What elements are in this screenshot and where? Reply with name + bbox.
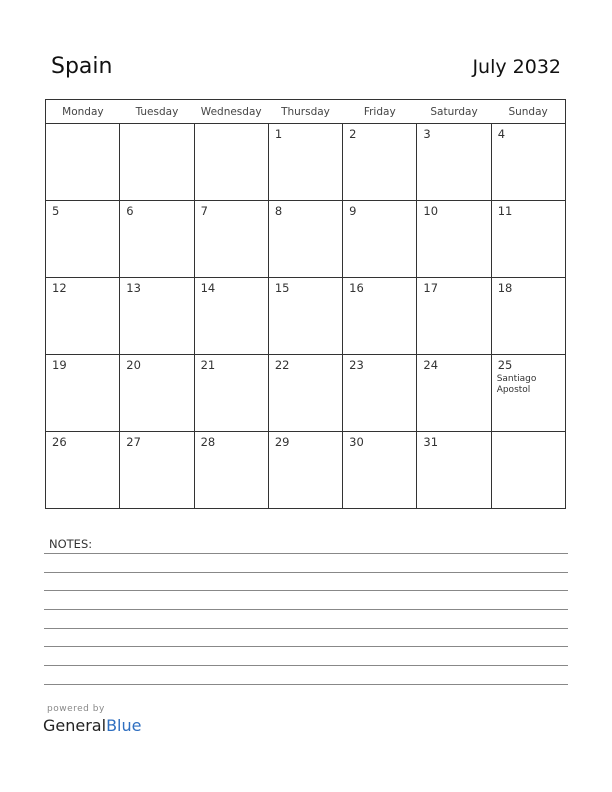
day-cell (194, 124, 268, 201)
calendar-grid (45, 99, 566, 509)
day-cell (491, 278, 565, 355)
day-cell (120, 355, 194, 432)
day-cell (120, 432, 194, 509)
day-number: 10 (423, 204, 439, 218)
note-line (44, 572, 568, 573)
day-number: 4 (497, 127, 506, 141)
day-cell (268, 355, 342, 432)
country-title: Spain (51, 54, 113, 79)
day-number: 18 (497, 281, 513, 295)
day-number: 15 (274, 281, 290, 295)
day-number: 14 (200, 281, 216, 295)
note-line (44, 646, 568, 647)
day-cell (120, 124, 194, 201)
day-cell (343, 124, 417, 201)
day-number: 8 (274, 204, 283, 218)
month-year-title: July 2032 (472, 56, 561, 78)
day-number: 16 (349, 281, 364, 295)
day-number: 26 (52, 435, 67, 449)
day-cell (491, 432, 565, 509)
powered-by-text: powered by (47, 704, 105, 714)
day-number (195, 124, 268, 127)
day-cell (194, 201, 268, 278)
weekday-header: Saturday (417, 100, 491, 124)
day-cell (194, 432, 268, 509)
day-cell (491, 355, 565, 432)
day-cell (268, 278, 342, 355)
day-number: 20 (126, 358, 141, 372)
week-row (46, 201, 566, 278)
day-number: 13 (126, 281, 141, 295)
day-cell (46, 278, 120, 355)
day-cell (194, 355, 268, 432)
day-number: 9 (349, 204, 357, 218)
day-number: 25 (497, 358, 513, 372)
day-number (46, 124, 119, 127)
day-number: 7 (200, 204, 208, 218)
day-cell (46, 201, 120, 278)
day-number: 3 (423, 127, 431, 141)
day-number: 30 (349, 435, 364, 449)
day-number: 2 (349, 127, 357, 141)
day-number: 12 (52, 281, 67, 295)
generalblue-logo[interactable] (43, 716, 141, 735)
day-number: 23 (349, 358, 364, 372)
weekday-header: Friday (343, 100, 417, 124)
weekday-header: Tuesday (120, 100, 194, 124)
day-cell (343, 432, 417, 509)
note-line (44, 684, 568, 685)
day-cell (417, 432, 491, 509)
day-cell (268, 124, 342, 201)
note-line (44, 609, 568, 610)
day-number: 5 (52, 204, 60, 218)
day-number: 29 (274, 435, 290, 449)
day-cell (46, 355, 120, 432)
day-cell (417, 278, 491, 355)
weekday-header: Thursday (268, 100, 342, 124)
day-cell (343, 355, 417, 432)
day-number: 21 (200, 358, 216, 372)
day-number: 28 (200, 435, 216, 449)
day-number: 22 (274, 358, 290, 372)
note-line (44, 628, 568, 629)
day-cell (194, 278, 268, 355)
week-row (46, 432, 566, 509)
day-cell (46, 124, 120, 201)
note-line (44, 553, 568, 554)
logo-general-text: General (43, 716, 107, 735)
day-cell (120, 278, 194, 355)
day-number: 6 (126, 204, 134, 218)
day-number: 1 (274, 127, 283, 141)
day-number: 24 (423, 358, 439, 372)
day-number: 17 (423, 281, 439, 295)
note-line (44, 665, 568, 666)
day-cell (46, 432, 120, 509)
day-number (120, 124, 193, 127)
notes-label: NOTES: (49, 537, 93, 551)
weekday-header: Wednesday (194, 100, 268, 124)
day-number: 19 (52, 358, 67, 372)
day-cell (120, 201, 194, 278)
weekday-header: Monday (46, 100, 120, 124)
weekday-header-row (46, 100, 566, 124)
day-number: 31 (423, 435, 439, 449)
holiday-label: Santiago Apostol (496, 374, 537, 395)
day-cell (343, 278, 417, 355)
logo-blue-text: Blue (106, 716, 142, 735)
week-row (46, 124, 566, 201)
day-number (492, 432, 565, 435)
day-cell (491, 201, 565, 278)
day-cell (268, 432, 342, 509)
week-row (46, 278, 566, 355)
day-cell (268, 201, 342, 278)
day-cell (491, 124, 565, 201)
note-line (44, 590, 568, 591)
day-cell (417, 201, 491, 278)
day-cell (417, 124, 491, 201)
day-number: 27 (126, 435, 141, 449)
day-cell (343, 201, 417, 278)
day-number: 11 (497, 204, 513, 218)
weekday-header: Sunday (491, 100, 565, 124)
week-row (46, 355, 566, 432)
day-cell (417, 355, 491, 432)
